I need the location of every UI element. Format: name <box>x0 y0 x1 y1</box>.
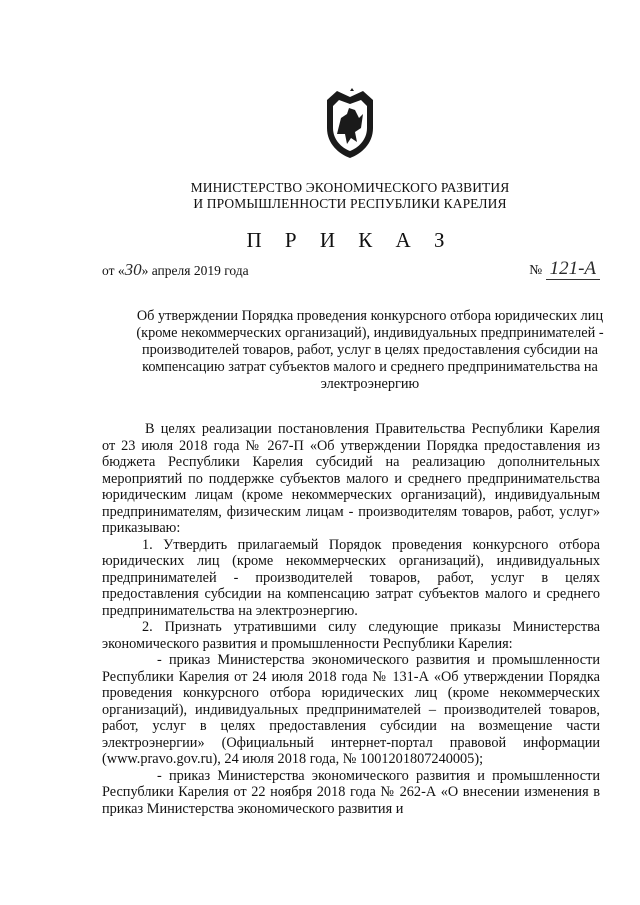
ministry-name <box>110 180 590 212</box>
intro-paragraph: В целях реализации постановления Правительства Республики Карелия от 23 июля 2018 года № 267-П «Об утверждении Порядка предоставления из бюджета Республики Карелия субсидий на реализацию дополнительных мероприятий по поддержке субъектов малого и среднего предпринимательства юридическим лицам (кроме некоммерческих организаций), индивидуальным предпринимателям, физическим лицам - производителям товаров, работ, услуг» приказываю: <box>102 421 600 536</box>
date-suffix: » апреля 2019 года <box>141 263 249 278</box>
karelia-coat-of-arms-icon <box>321 88 379 160</box>
date-prefix: от « <box>102 263 125 278</box>
dash-item-1: - приказ Министерства экономического развития и промышленности Республики Карелия от 24 июля 2018 года № 131-А «Об утверждении Порядка проведения конкурсного отбора юридических лиц (кроме некоммерческих организаций), индивидуальных предпринимателей – производителей товаров, работ, услуг в целях предоставления субсидии на возмещение части электроэнергии» (Официальный интернет-портал правовой информации (www.pravo.gov.ru), 24 июля 2018 года, № 1001201807240005); <box>102 652 600 767</box>
number-handwritten: 121-А <box>546 258 600 280</box>
document-title: П Р И К А З <box>246 228 454 252</box>
dash-item-2: - приказ Министерства экономического развития и промышленности Республики Карелия от 22 ноября 2018 года № 262-А «О внесении изменения в приказ Министерства экономического развития и <box>102 767 600 817</box>
item-2-paragraph: 2. Признать утратившими силу следующие приказы Министерства экономического развития и промышленности Республики Карелия: <box>102 619 600 652</box>
number-label: № <box>529 262 543 277</box>
document-number <box>529 258 600 280</box>
ministry-line-1: МИНИСТЕРСТВО ЭКОНОМИЧЕСКОГО РАЗВИТИЯ <box>190 180 510 195</box>
date-day-handwritten: 30 <box>124 260 142 279</box>
order-subject: Об утверждении Порядка проведения конкурсного отбора юридических лиц (кроме некоммерческих организаций), индивидуальных предпринимателей - производителей товаров, работ, услуг в целях предоставления субсидии на компенсацию затрат субъектов малого и среднего предпринимательства на электроэнергию <box>136 308 604 392</box>
item-1-paragraph: 1. Утвердить прилагаемый Порядок проведения конкурсного отбора юридических лиц (кроме некоммерческих организаций), индивидуальных предпринимателей - производителей товаров, работ, услуг в целях предоставления субсидии на компенсацию затрат субъектов малого и среднего предпринимательства на электроэнергию. <box>102 536 600 619</box>
document-date <box>102 260 249 280</box>
ministry-line-2: И ПРОМЫШЛЕННОСТИ РЕСПУБЛИКИ КАРЕЛИЯ <box>193 196 507 211</box>
order-body <box>102 421 600 817</box>
